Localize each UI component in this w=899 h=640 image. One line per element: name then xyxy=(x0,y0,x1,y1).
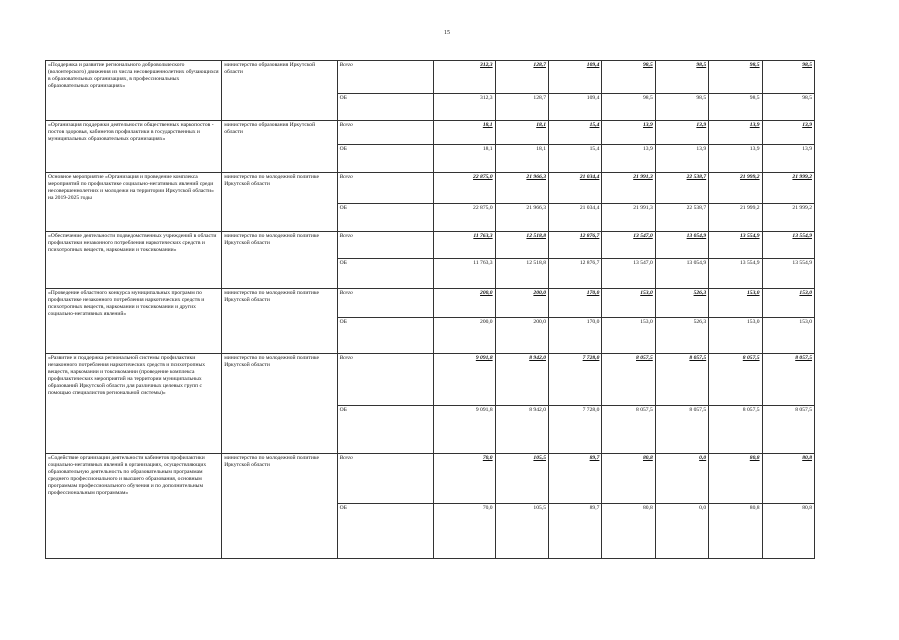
ob-value-cell: 13,9 xyxy=(602,145,655,173)
ob-value-cell: 98,5 xyxy=(602,94,655,121)
total-value-cell: 21 999,2 xyxy=(762,173,814,204)
ob-value-cell: 70,0 xyxy=(433,504,495,559)
total-value-cell: 8 057,5 xyxy=(762,354,814,406)
source-ob-label: ОБ xyxy=(337,204,433,232)
total-value-cell: 200,0 xyxy=(495,289,548,318)
total-value-cell: 12 518,8 xyxy=(495,232,548,259)
source-ob-label: ОБ xyxy=(337,318,433,354)
ob-value-cell: 12 518,8 xyxy=(495,259,548,289)
total-value-cell: 98,5 xyxy=(709,61,762,94)
total-value-cell: 98,5 xyxy=(602,61,655,94)
ob-value-cell: 21 999,2 xyxy=(762,204,814,232)
ob-value-cell: 13 054,9 xyxy=(655,259,708,289)
total-value-cell: 7 728,0 xyxy=(549,354,602,406)
total-value-cell: 98,5 xyxy=(655,61,708,94)
total-value-cell: 18,1 xyxy=(433,121,495,145)
total-value-cell: 8 942,0 xyxy=(495,354,548,406)
ob-value-cell: 12 876,7 xyxy=(549,259,602,289)
total-value-cell: 13,9 xyxy=(709,121,762,145)
ob-value-cell: 98,5 xyxy=(655,94,708,121)
total-value-cell: 8 057,5 xyxy=(709,354,762,406)
ob-value-cell: 21 966,3 xyxy=(495,204,548,232)
ob-value-cell: 9 091,8 xyxy=(433,406,495,454)
ob-value-cell: 8 057,5 xyxy=(602,406,655,454)
source-ob-label: ОБ xyxy=(337,504,433,559)
responsible-cell: министерство по молодежной политике Иркутской области xyxy=(222,173,337,232)
ob-value-cell: 89,7 xyxy=(549,504,602,559)
ob-value-cell: 15,4 xyxy=(549,145,602,173)
responsible-cell: министерство образования Иркутской области xyxy=(222,121,337,173)
ob-value-cell: 13,9 xyxy=(762,145,814,173)
ob-value-cell: 109,4 xyxy=(549,94,602,121)
ob-value-cell: 11 763,3 xyxy=(433,259,495,289)
ob-value-cell: 22 538,7 xyxy=(655,204,708,232)
total-value-cell: 13 554,9 xyxy=(709,232,762,259)
table-body xyxy=(46,61,815,559)
ob-value-cell: 200,0 xyxy=(433,318,495,354)
ob-value-cell: 8 057,5 xyxy=(762,406,814,454)
responsible-cell: министерство по молодежной политике Иркутской области xyxy=(222,354,337,454)
table-row xyxy=(46,61,815,94)
ob-value-cell: 18,1 xyxy=(433,145,495,173)
ob-value-cell: 8 942,0 xyxy=(495,406,548,454)
event-name-cell: «Развитие и поддержка региональной системы профилактики незаконного потребления наркотических средств и психотропных веществ, наркомании и токсикомании (проведение комплекса профилактических мероприятий на территории муниципальных образований Иркутской области для различных целевых групп с помощью специалистов региональной системы)» xyxy=(46,354,222,454)
source-ob-label: ОБ xyxy=(337,259,433,289)
source-total-label: Всего xyxy=(337,121,433,145)
total-value-cell: 13,9 xyxy=(602,121,655,145)
table-row xyxy=(46,232,815,259)
event-name-cell: Основное мероприятие «Организация и проведение комплекса мероприятий по профилактике социально-негативных явлений среди несовершеннолетних и молодежи на территории Иркутской области» на 2019-2025 годы xyxy=(46,173,222,232)
ob-value-cell: 13,9 xyxy=(655,145,708,173)
page-number: 15 xyxy=(444,30,450,36)
total-value-cell: 109,4 xyxy=(549,61,602,94)
total-value-cell: 128,7 xyxy=(495,61,548,94)
ob-value-cell: 21 034,4 xyxy=(549,204,602,232)
table-row xyxy=(46,173,815,204)
total-value-cell: 13 554,9 xyxy=(762,232,814,259)
total-value-cell: 8 057,5 xyxy=(655,354,708,406)
responsible-cell: министерство образования Иркутской области xyxy=(222,61,337,121)
total-value-cell: 80,8 xyxy=(709,454,762,504)
source-total-label: Всего xyxy=(337,454,433,504)
source-total-label: Всего xyxy=(337,289,433,318)
ob-value-cell: 312,3 xyxy=(433,94,495,121)
ob-value-cell: 153,0 xyxy=(602,318,655,354)
ob-value-cell: 0,0 xyxy=(655,504,708,559)
ob-value-cell: 153,0 xyxy=(709,318,762,354)
table-row xyxy=(46,121,815,145)
total-value-cell: 11 763,3 xyxy=(433,232,495,259)
ob-value-cell: 13 554,9 xyxy=(762,259,814,289)
source-total-label: Всего xyxy=(337,173,433,204)
total-value-cell: 22 538,7 xyxy=(655,173,708,204)
total-value-cell: 80,8 xyxy=(762,454,814,504)
responsible-cell: министерство по молодежной политике Иркутской области xyxy=(222,232,337,289)
total-value-cell: 70,0 xyxy=(433,454,495,504)
total-value-cell: 12 876,7 xyxy=(549,232,602,259)
total-value-cell: 153,0 xyxy=(709,289,762,318)
ob-value-cell: 21 999,2 xyxy=(709,204,762,232)
total-value-cell: 80,8 xyxy=(602,454,655,504)
total-value-cell: 0,0 xyxy=(655,454,708,504)
total-value-cell: 21 999,2 xyxy=(709,173,762,204)
budget-table xyxy=(45,60,815,559)
responsible-cell: министерство по молодежной политике Иркутской области xyxy=(222,454,337,559)
total-value-cell: 18,1 xyxy=(495,121,548,145)
total-value-cell: 22 875,0 xyxy=(433,173,495,204)
source-total-label: Всего xyxy=(337,354,433,406)
ob-value-cell: 80,8 xyxy=(602,504,655,559)
ob-value-cell: 13 547,0 xyxy=(602,259,655,289)
total-value-cell: 13 547,0 xyxy=(602,232,655,259)
ob-value-cell: 13 554,9 xyxy=(709,259,762,289)
ob-value-cell: 80,8 xyxy=(762,504,814,559)
event-name-cell: «Поддержка и развитие регионального добровольческого (волонтерского) движения из числа несовершеннолетних обучающихся в образовательных организациях, в профессиональных образовательных организациях» xyxy=(46,61,222,121)
total-value-cell: 8 057,5 xyxy=(602,354,655,406)
total-value-cell: 21 991,3 xyxy=(602,173,655,204)
table-row xyxy=(46,354,815,406)
ob-value-cell: 170,0 xyxy=(549,318,602,354)
total-value-cell: 153,0 xyxy=(762,289,814,318)
total-value-cell: 9 091,8 xyxy=(433,354,495,406)
total-value-cell: 105,5 xyxy=(495,454,548,504)
event-name-cell: «Содействие организации деятельности кабинетов профилактики социально-негативных явлений в организациях, осуществляющих образовательную деятельность по образовательным программам среднего профессионального и высшего образования, основным программам профессионального обучения и по дополнительным профессиональным программам» xyxy=(46,454,222,559)
ob-value-cell: 18,1 xyxy=(495,145,548,173)
total-value-cell: 13 054,9 xyxy=(655,232,708,259)
source-ob-label: ОБ xyxy=(337,94,433,121)
total-value-cell: 312,3 xyxy=(433,61,495,94)
total-value-cell: 153,0 xyxy=(602,289,655,318)
ob-value-cell: 153,0 xyxy=(762,318,814,354)
source-total-label: Всего xyxy=(337,61,433,94)
total-value-cell: 21 034,4 xyxy=(549,173,602,204)
source-ob-label: ОБ xyxy=(337,145,433,173)
ob-value-cell: 80,8 xyxy=(709,504,762,559)
ob-value-cell: 8 057,5 xyxy=(709,406,762,454)
ob-value-cell: 22 875,0 xyxy=(433,204,495,232)
ob-value-cell: 128,7 xyxy=(495,94,548,121)
event-name-cell: «Проведение областного конкурса муниципальных программ по профилактике незаконного потребления наркотических средств и психотропных веществ, наркомании и токсикомании и других социально-негативных явлений» xyxy=(46,289,222,354)
ob-value-cell: 105,5 xyxy=(495,504,548,559)
ob-value-cell: 7 728,0 xyxy=(549,406,602,454)
ob-value-cell: 98,5 xyxy=(762,94,814,121)
ob-value-cell: 200,0 xyxy=(495,318,548,354)
total-value-cell: 13,9 xyxy=(655,121,708,145)
total-value-cell: 170,0 xyxy=(549,289,602,318)
total-value-cell: 13,9 xyxy=(762,121,814,145)
event-name-cell: «Организация поддержки деятельности общественных наркопостов - постов здоровья, кабинетов профилактики в государственных и муниципальных образовательных организациях» xyxy=(46,121,222,173)
table-row xyxy=(46,289,815,318)
ob-value-cell: 21 991,3 xyxy=(602,204,655,232)
total-value-cell: 15,4 xyxy=(549,121,602,145)
ob-value-cell: 8 057,5 xyxy=(655,406,708,454)
total-value-cell: 200,0 xyxy=(433,289,495,318)
responsible-cell: министерство по молодежной политике Иркутской области xyxy=(222,289,337,354)
source-ob-label: ОБ xyxy=(337,406,433,454)
source-total-label: Всего xyxy=(337,232,433,259)
table-row xyxy=(46,454,815,504)
ob-value-cell: 526,3 xyxy=(655,318,708,354)
event-name-cell: «Обеспечение деятельности подведомственных учреждений в области профилактики незаконного потребления наркотических средств и психотропных веществ, наркомании и токсикомании» xyxy=(46,232,222,289)
total-value-cell: 98,5 xyxy=(762,61,814,94)
ob-value-cell: 98,5 xyxy=(709,94,762,121)
ob-value-cell: 13,9 xyxy=(709,145,762,173)
total-value-cell: 21 966,3 xyxy=(495,173,548,204)
total-value-cell: 526,3 xyxy=(655,289,708,318)
total-value-cell: 89,7 xyxy=(549,454,602,504)
